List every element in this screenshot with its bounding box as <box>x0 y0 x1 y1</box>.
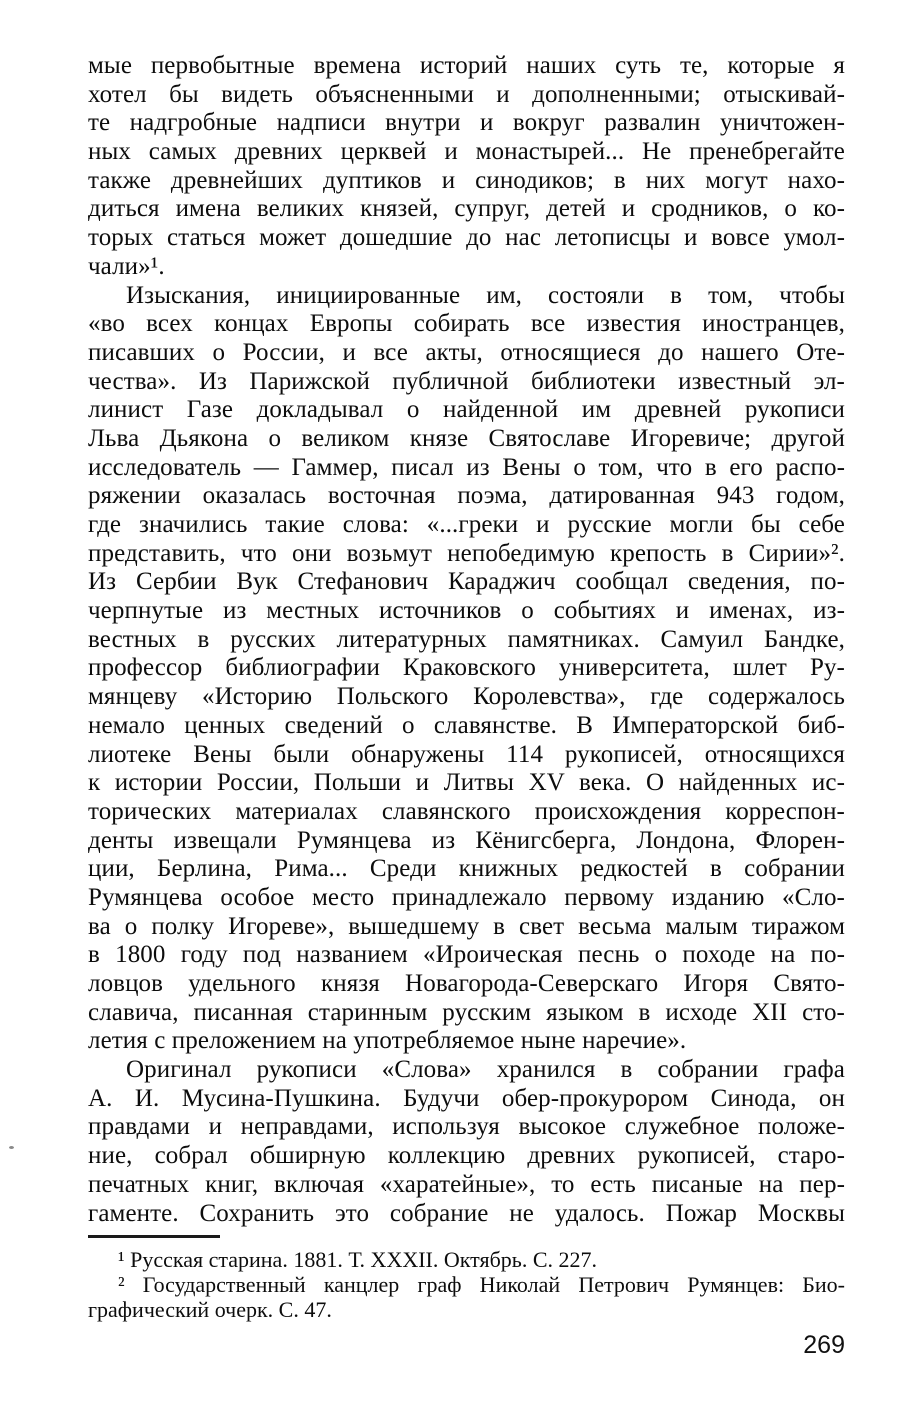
text-line: мые первобытные времена историй наших суть те, которые я <box>88 52 845 79</box>
text-line: ловцов удельного князя Новагорода-Северскаго Игоря Свято- <box>88 970 845 997</box>
footnote-1 <box>88 1247 845 1272</box>
text-line: к истории России, Польши и Литвы XV века. О найденных ис- <box>88 769 845 797</box>
text-line: Льва Дьякона о великом князе Святославе Игоревиче; другой <box>88 424 845 452</box>
paragraph-continuation <box>88 52 845 282</box>
text-line: те надгробные надписи внутри и вокруг развалин уничтожен- <box>88 109 845 137</box>
text-line: где значились такие слова: «...греки и русские могли бы себе <box>88 511 845 538</box>
text-line: немало ценных сведений о славянстве. В Императорской биб- <box>88 711 845 739</box>
paragraph-original-slova <box>88 1056 845 1228</box>
text-line: в 1800 году под названием «Ироическая песнь о походе на по- <box>88 941 845 969</box>
text-line: чали»¹. <box>88 252 165 280</box>
text-line: профессор библиографии Краковского университета, шлет Ру- <box>88 654 845 682</box>
scan-artifact-speck <box>9 1146 14 1149</box>
text-line: ние, собрал обширную коллекцию древних рукописей, старо- <box>88 1142 845 1170</box>
text-line: чества». Из Парижской публичной библиотеки известный эл- <box>88 367 845 395</box>
text-line: Оригинал рукописи «Слова» хранился в собрании графа <box>126 1056 845 1084</box>
footnote-separator <box>88 1235 220 1238</box>
text-line: денты извещали Румянцева из Кёнигсберга, Лондона, Флорен- <box>88 826 845 854</box>
text-line: славича, писанная старинным русским языком в исходе XII сто- <box>88 998 845 1026</box>
text-line: Изыскания, инициированные им, состояли в том, чтобы <box>126 281 845 309</box>
text-line: графический очерк. С. 47. <box>88 1297 332 1323</box>
text-line: ряжении оказалась восточная поэма, датированная 943 годом, <box>88 482 845 510</box>
text-line: вестных в русских литературных памятниках. Самуил Бандке, <box>88 625 845 653</box>
text-line: Румянцева особое место принадлежало первому изданию «Сло- <box>88 883 845 911</box>
text-line: черпнутые из местных источников о событиях и именах, из- <box>88 597 845 625</box>
page-number: 269 <box>803 1331 845 1360</box>
paragraph-izyskaniya <box>88 282 845 1057</box>
text-line: ¹ Русская старина. 1881. Т. XXXII. Октябрь. С. 227. <box>118 1247 598 1273</box>
text-line: мянцеву «Историю Польского Королевства», где содержалось <box>88 683 845 711</box>
footnote-2 <box>88 1272 845 1322</box>
text-line: печатных книг, включая «харатейные», то есть писаные на пер- <box>88 1170 845 1198</box>
text-line: диться имена великих князей, супруг, детей и сродников, о ко- <box>88 195 845 223</box>
text-line: представить, что они возьмут непобедимую крепость в Сирии»². <box>88 539 845 567</box>
text-line: ных самых древних церквей и монастырей... Не пренебрегайте <box>88 138 845 166</box>
text-line: также древнейших дуптиков и синодиков; в них могут нахо- <box>88 166 845 194</box>
text-line: исследователь — Гаммер, писал из Вены о том, что в его распо- <box>88 453 845 481</box>
text-line: летия с преложением на употребляемое ныне наречие». <box>88 1027 687 1055</box>
text-line: торических материалах славянского происхождения корреспон- <box>88 797 845 825</box>
text-line: хотел бы видеть объясненными и дополненными; отыскивай- <box>88 80 845 108</box>
text-line: лиотеке Вены были обнаружены 114 рукописей, относящихся <box>88 740 845 768</box>
text-line: торых статься может дошедшие до нас летописцы и вовсе умол- <box>88 224 845 252</box>
page-body <box>88 52 845 1228</box>
text-line: Из Сербии Вук Стефанович Караджич сообщал сведения, по- <box>88 568 845 596</box>
text-line: правдами и неправдами, используя высокое служебное положе- <box>88 1113 845 1141</box>
text-line: ² Государственный канцлер граф Николай Петрович Румянцев: Био- <box>118 1272 845 1298</box>
text-line: «во всех концах Европы собирать все известия иностранцев, <box>88 310 845 338</box>
text-line: ции, Берлина, Рима... Среди книжных редкостей в собрании <box>88 855 845 883</box>
text-line: линист Газе докладывал о найденной им древней рукописи <box>88 396 845 424</box>
text-line: А. И. Мусина-Пушкина. Будучи обер-прокурором Синода, он <box>88 1084 845 1112</box>
text-line: гаменте. Сохранить это собрание не удалось. Пожар Москвы <box>88 1199 845 1227</box>
text-line: писавших о России, и все акты, относящиеся до нашего Оте- <box>88 338 845 366</box>
footnotes-block <box>88 1247 845 1322</box>
text-line: ва о полку Игореве», вышедшему в свет весьма малым тиражом <box>88 912 845 940</box>
